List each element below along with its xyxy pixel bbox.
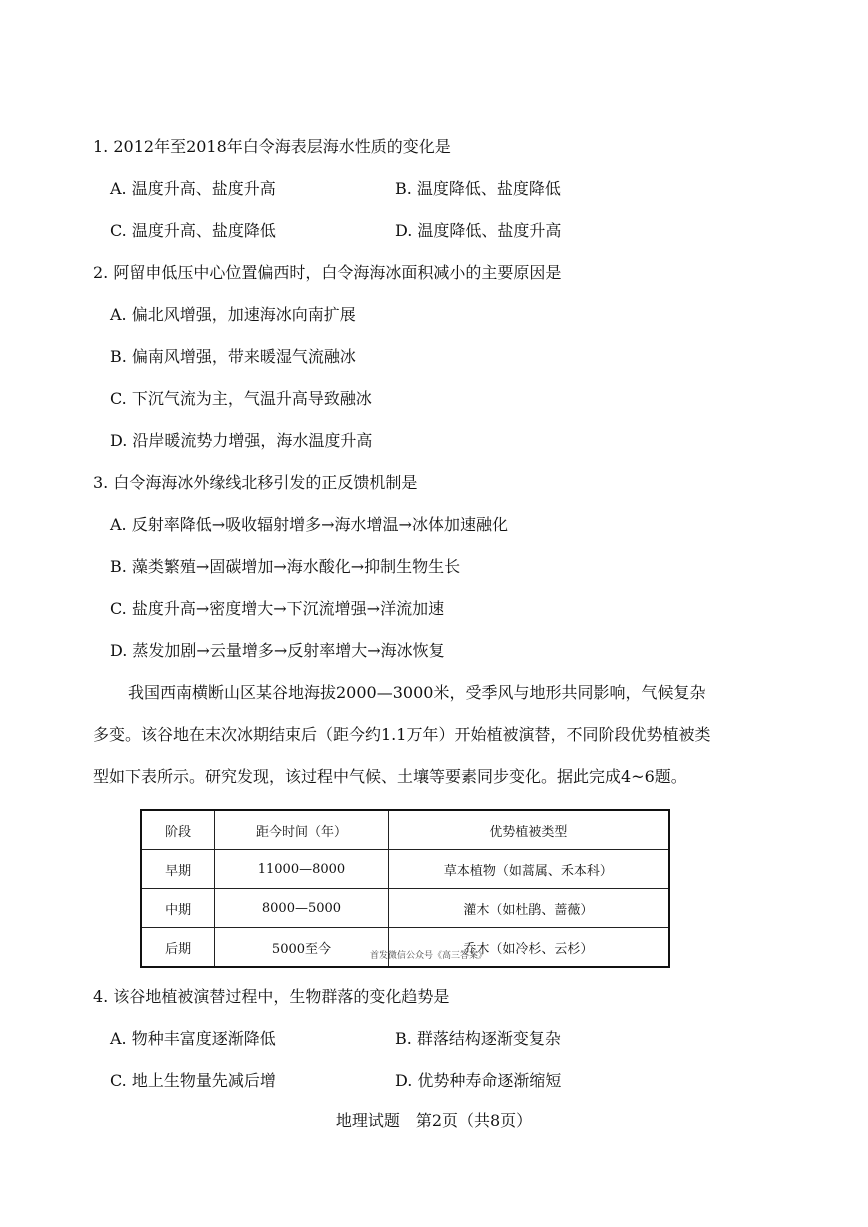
question-3-option-d: D. 蒸发加剧→云量增多→反射率增大→海冰恢复 bbox=[110, 641, 445, 660]
table-cell-time: 5000至今 bbox=[215, 928, 388, 968]
passage-line-3: 型如下表所示。研究发现，该过程中气候、土壤等要素同步变化。据此完成4~6题。 bbox=[93, 767, 687, 786]
question-3-option-c: C. 盐度升高→密度增大→下沉流增强→洋流加速 bbox=[110, 599, 445, 618]
question-3-stem: 3. 白令海海冰外缘线北移引发的正反馈机制是 bbox=[93, 473, 418, 492]
question-1-option-d: D. 温度降低、盐度升高 bbox=[395, 221, 562, 240]
question-4-option-d: D. 优势种寿命逐渐缩短 bbox=[395, 1071, 562, 1090]
passage-line-1: 我国西南横断山区某谷地海拔2000—3000米，受季风与地形共同影响，气候复杂 bbox=[128, 683, 706, 702]
question-4-stem: 4. 该谷地植被演替过程中，生物群落的变化趋势是 bbox=[93, 987, 450, 1006]
table-cell-vegetation: 灌木（如杜鹃、蔷薇） bbox=[388, 889, 669, 928]
table-cell-time: 11000—8000 bbox=[215, 850, 388, 889]
table-header-vegetation: 优势植被类型 bbox=[388, 810, 669, 850]
table-header-time: 距今时间（年） bbox=[215, 810, 388, 850]
table-header-row bbox=[141, 810, 669, 850]
table-cell-vegetation: 乔木（如冷杉、云杉） bbox=[388, 928, 669, 968]
question-1-option-b: B. 温度降低、盐度降低 bbox=[395, 179, 561, 198]
question-4-option-c: C. 地上生物量先减后增 bbox=[110, 1071, 276, 1090]
question-1-option-c: C. 温度升高、盐度降低 bbox=[110, 221, 276, 240]
table-cell-time: 8000—5000 bbox=[215, 889, 388, 928]
question-2-stem: 2. 阿留申低压中心位置偏西时，白令海海冰面积减小的主要原因是 bbox=[93, 263, 562, 282]
question-2-option-d: D. 沿岸暖流势力增强，海水温度升高 bbox=[110, 431, 373, 450]
question-4-option-a: A. 物种丰富度逐渐降低 bbox=[110, 1029, 276, 1048]
table-cell-stage: 中期 bbox=[141, 889, 215, 928]
table-cell-stage: 后期 bbox=[141, 928, 215, 968]
table-row bbox=[141, 850, 669, 889]
question-2-option-c: C. 下沉气流为主，气温升高导致融冰 bbox=[110, 389, 372, 408]
passage-line-2: 多变。该谷地在末次冰期结束后（距今约1.1万年）开始植被演替，不同阶段优势植被类 bbox=[93, 725, 711, 744]
question-4-option-b: B. 群落结构逐渐变复杂 bbox=[395, 1029, 561, 1048]
question-2-option-a: A. 偏北风增强，加速海冰向南扩展 bbox=[110, 305, 356, 324]
question-2-option-b: B. 偏南风增强，带来暖湿气流融冰 bbox=[110, 347, 356, 366]
question-1-stem: 1. 2012年至2018年白令海表层海水性质的变化是 bbox=[93, 137, 451, 156]
table-cell-stage: 早期 bbox=[141, 850, 215, 889]
vegetation-table bbox=[140, 809, 670, 968]
page-footer: 地理试题 第2页（共8页） bbox=[335, 1111, 533, 1130]
table-row bbox=[141, 889, 669, 928]
watermark-text: 首发微信公众号《高三答案》 bbox=[370, 951, 488, 961]
question-3-option-a: A. 反射率降低→吸收辐射增多→海水增温→冰体加速融化 bbox=[110, 515, 508, 534]
table-header-stage: 阶段 bbox=[141, 810, 215, 850]
table-cell-vegetation: 草本植物（如蒿属、禾本科） bbox=[388, 850, 669, 889]
question-3-option-b: B. 藻类繁殖→固碳增加→海水酸化→抑制生物生长 bbox=[110, 557, 461, 576]
question-1-option-a: A. 温度升高、盐度升高 bbox=[110, 179, 276, 198]
